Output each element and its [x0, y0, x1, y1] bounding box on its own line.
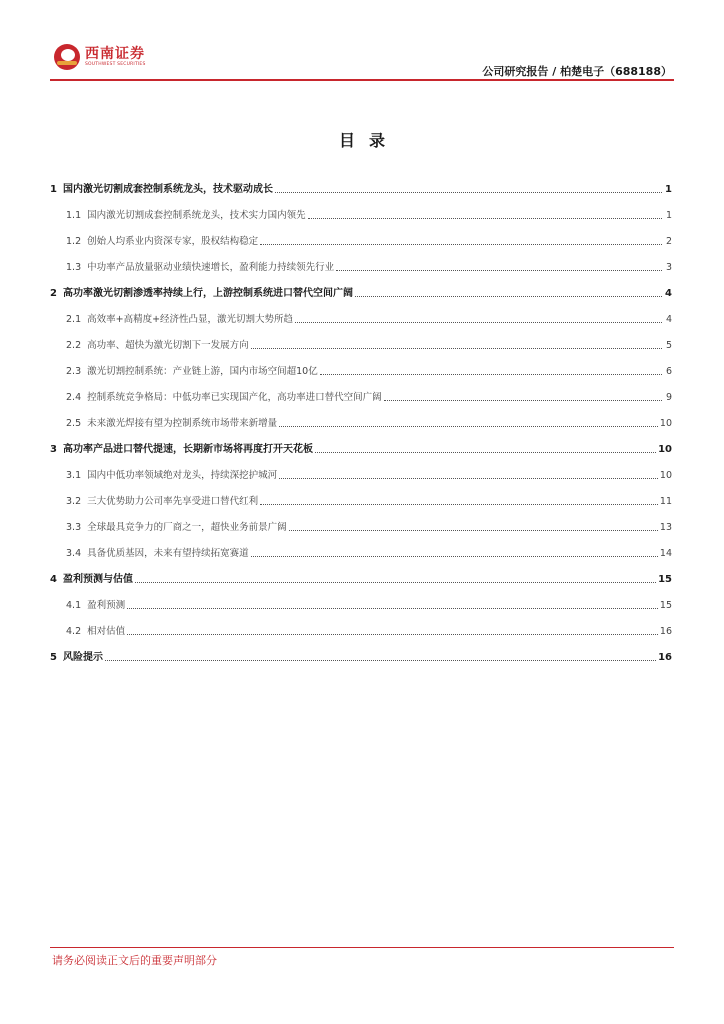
toc-entry-number: 2.2 [66, 340, 82, 351]
toc-entry-number: 1.1 [66, 210, 82, 221]
toc-page-number: 16 [658, 652, 672, 663]
toc-entry-title: 控制系统竞争格局：中低功率已实现国产化，高功率进口替代空间广阔 [87, 392, 382, 403]
toc-entry-number: 3.4 [66, 548, 82, 559]
toc-subsection-link[interactable] [50, 404, 672, 430]
toc-entry-title: 国内中低功率领域绝对龙头，持续深挖护城河 [87, 470, 278, 481]
toc-leader-dots [127, 608, 658, 609]
page-header [0, 0, 724, 82]
toc-entry-title: 具备优质基因，未来有望持续拓宽赛道 [87, 548, 249, 559]
toc-subsection-link[interactable] [50, 482, 672, 508]
toc-leader-dots [279, 478, 658, 479]
toc-entry-number: 3.2 [66, 496, 82, 507]
toc-entry-number: 4.1 [66, 600, 82, 611]
toc-page-number: 3 [665, 262, 672, 273]
toc-entry-number: 2.3 [66, 366, 82, 377]
toc-page-number: 15 [658, 574, 672, 585]
toc-page-number: 1 [665, 210, 672, 221]
footer-divider [50, 947, 674, 948]
toc-page-number: 13 [659, 522, 672, 533]
toc-leader-dots [308, 218, 662, 219]
toc-entry-number: 3.3 [66, 522, 82, 533]
toc-entry-title: 全球最具竞争力的厂商之一，超快业务前景广阔 [87, 522, 287, 533]
toc-page-number: 6 [665, 366, 672, 377]
toc-subsection-link[interactable] [50, 326, 672, 352]
toc-page-number: 14 [659, 548, 672, 559]
toc-subsection-link[interactable] [50, 586, 672, 612]
toc-page-number: 10 [658, 444, 672, 455]
toc-page-number: 4 [665, 314, 672, 325]
toc-page-number: 10 [659, 418, 672, 429]
toc-entry-title: 未来激光焊接有望为控制系统市场带来新增量 [87, 418, 278, 429]
toc-leader-dots [127, 634, 658, 635]
toc-leader-dots [251, 348, 662, 349]
toc-page-number: 10 [659, 470, 672, 481]
toc-subsection-link[interactable] [50, 508, 672, 534]
toc-leader-dots [355, 296, 662, 297]
logo-icon [54, 44, 80, 70]
toc-leader-dots [315, 452, 656, 453]
toc-leader-dots [289, 530, 658, 531]
toc-leader-dots [260, 244, 662, 245]
toc-subsection-link[interactable] [50, 352, 672, 378]
toc-section-link[interactable] [50, 430, 672, 456]
toc-page-number: 16 [659, 626, 672, 637]
toc-section-link[interactable] [50, 560, 672, 586]
toc-section-link[interactable] [50, 274, 672, 300]
logo-english-name: SOUTHWEST SECURITIES [85, 62, 146, 67]
toc-subsection-link[interactable] [50, 196, 672, 222]
toc-leader-dots [295, 322, 662, 323]
toc-leader-dots [135, 582, 656, 583]
toc-subsection-link[interactable] [50, 222, 672, 248]
toc-entry-number: 2.1 [66, 314, 82, 325]
toc-leader-dots [105, 660, 656, 661]
toc-subsection-link[interactable] [50, 456, 672, 482]
toc-leader-dots [336, 270, 662, 271]
toc-leader-dots [275, 192, 662, 193]
toc-entry-number: 4.2 [66, 626, 82, 637]
toc-entry-title: 国内激光切割成套控制系统龙头，技术实力国内领先 [87, 210, 306, 221]
toc-entry-title: 盈利预测 [87, 600, 126, 611]
toc-subsection-link[interactable] [50, 248, 672, 274]
toc-entry-number: 2.5 [66, 418, 82, 429]
toc-entry-title: 高效率+高精度+经济性凸显，激光切割大势所趋 [87, 314, 294, 325]
toc-title: 目录 [338, 131, 399, 150]
table-of-contents [50, 170, 672, 664]
toc-entry-number: 3.1 [66, 470, 82, 481]
toc-entry-title: 中功率产品放量驱动业绩快速增长，盈利能力持续领先行业 [87, 262, 335, 273]
toc-leader-dots [320, 374, 662, 375]
toc-page-number: 1 [665, 184, 672, 195]
toc-leader-dots [279, 426, 658, 427]
toc-subsection-link[interactable] [50, 300, 672, 326]
toc-section-link[interactable] [50, 170, 672, 196]
toc-entry-title: 高功率、超快为激光切割下一发展方向 [87, 340, 249, 351]
toc-entry-title: 创始人均系业内资深专家，股权结构稳定 [87, 236, 259, 247]
toc-entry-title: 相对估值 [87, 626, 126, 637]
header-divider [50, 79, 674, 81]
toc-entry-title: 国内激光切割成套控制系统龙头，技术驱动成长 [62, 184, 273, 195]
toc-entry-title: 三大优势助力公司率先享受进口替代红利 [87, 496, 259, 507]
toc-entry-title: 风险提示 [62, 652, 103, 663]
toc-subsection-link[interactable] [50, 534, 672, 560]
report-info: 公司研究报告 / 柏楚电子（688188） [482, 65, 672, 78]
toc-leader-dots [260, 504, 658, 505]
toc-subsection-link[interactable] [50, 378, 672, 404]
toc-page-number: 2 [665, 236, 672, 247]
footer-disclaimer: 请务必阅读正文后的重要声明部分 [52, 954, 217, 967]
toc-entry-title: 高功率产品进口替代提速，长期新市场将再度打开天花板 [62, 444, 313, 455]
toc-page-number: 9 [665, 392, 672, 403]
toc-leader-dots [384, 400, 662, 401]
toc-entry-number: 3 [50, 444, 57, 455]
toc-entry-number: 1 [50, 184, 57, 195]
toc-entry-number: 5 [50, 652, 57, 663]
toc-leader-dots [251, 556, 658, 557]
toc-entry-number: 1.3 [66, 262, 82, 273]
toc-entry-number: 2.4 [66, 392, 82, 403]
toc-page-number: 4 [665, 288, 672, 299]
toc-entry-title: 激光切割控制系统：产业链上游，国内市场空间超10亿 [87, 366, 318, 377]
toc-entry-number: 2 [50, 288, 57, 299]
toc-page-number: 15 [659, 600, 672, 611]
toc-subsection-link[interactable] [50, 612, 672, 638]
toc-page-number: 5 [665, 340, 672, 351]
toc-entry-number: 4 [50, 574, 57, 585]
company-logo [54, 44, 146, 70]
logo-chinese-name: 西南证券 [85, 46, 145, 62]
toc-entry-title: 盈利预测与估值 [62, 574, 133, 585]
toc-section-link[interactable] [50, 638, 672, 664]
toc-page-number: 11 [659, 496, 672, 507]
toc-entry-number: 1.2 [66, 236, 82, 247]
toc-entry-title: 高功率激光切割渗透率持续上行，上游控制系统进口替代空间广阔 [62, 288, 353, 299]
